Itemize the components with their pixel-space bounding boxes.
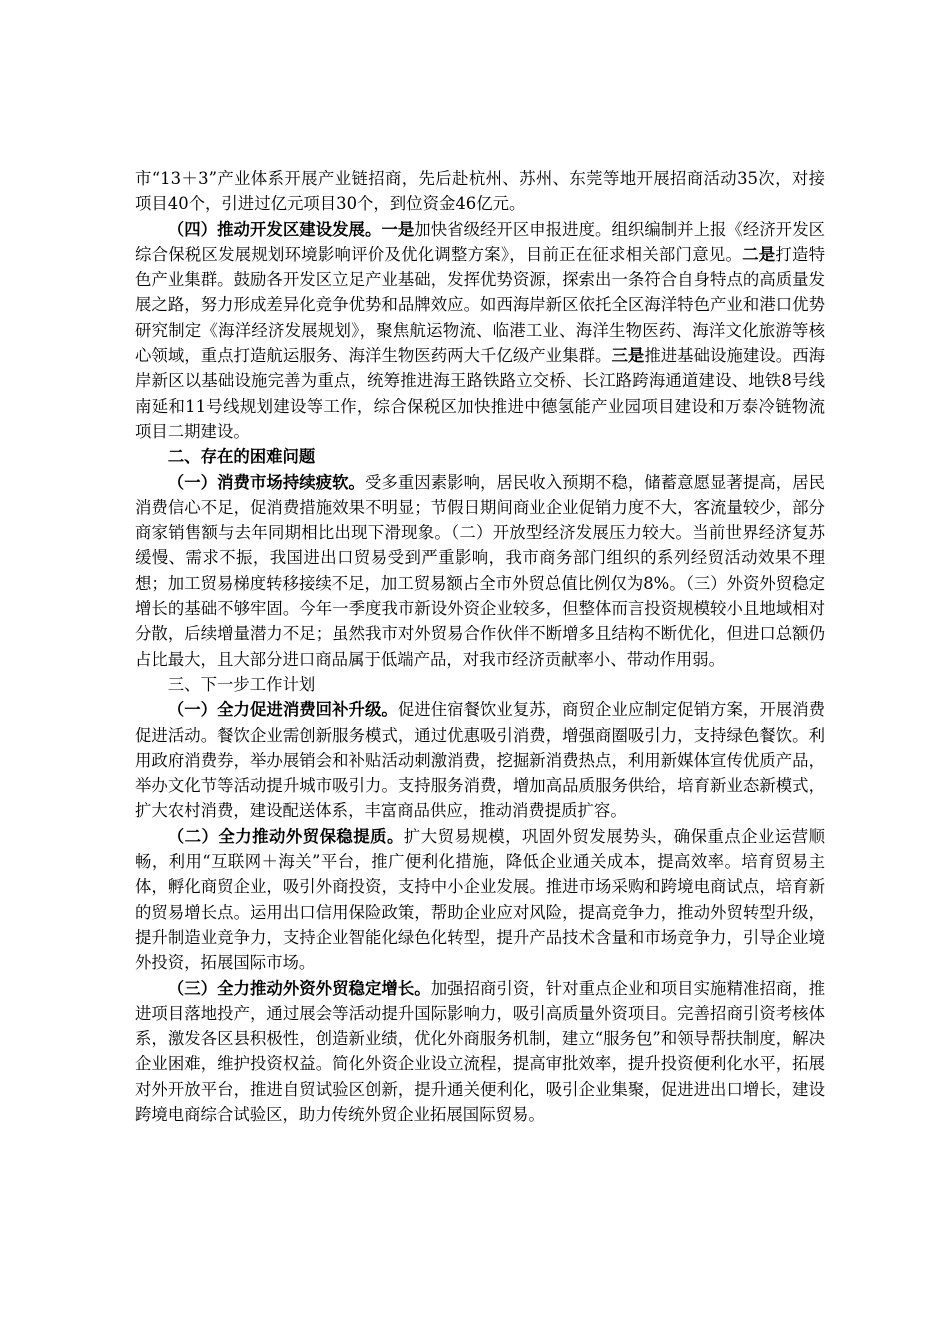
text-run: 扩大贸易规模，巩固外贸发展势头，确保重点企业运营顺畅，利用“互联网＋海关”平台，推广便利化措施，降低企业通关成本，提高效率。培育贸易主体，孵化商贸企业，吸引外商投资，支持中小企业发展。推进市场采购和跨境电商试点，培育新的贸易增长点。运用出口信用保险政策，帮助企业应对风险，提高竞争力，推动外贸转型升级，提升制造业竞争力，支持企业智能化绿色化转型，提升产品技术含量和市场竞争力，引导企业境外投资，拓展国际市场。 (135, 826, 826, 973)
body-paragraph (135, 217, 825, 445)
text-run: 加强招商引资，针对重点企业和项目实施精准招商，推进项目落地投产，通过展会等活动提升国际影响力，吸引高质量外资项目。完善招商引资考核体系，激发各区县积极性，创造新业绩，优化外商服务机制，建立“服务包”和领导帮扶制度，解决企业困难，维护投资权益。简化外资企业设立流程，提高审批效率，提升投资便利化水平，拓展对外开放平台，推进自贸试验区创新，提升通关便利化，吸引企业集聚，促进进出口增长，建设跨境电商综合试验区，助力传统外贸企业拓展国际贸易。 (135, 978, 826, 1124)
body-paragraph (135, 824, 825, 976)
text-run: 推进基础设施建设。西海岸新区以基础设施完善为重点，统筹推进海王路铁路立交桥、长江路跨海通道建设、地铁8号线南延和11号线规划建设等工作，综合保税区加快推进中德氢能产业园项目建设和万泰冷链物流项目二期建设。 (135, 346, 826, 441)
bold-text-run: （四）推动开发区建设发展。 (167, 219, 382, 239)
body-paragraph (135, 166, 825, 217)
bold-text-run: 二是 (742, 244, 776, 264)
section-heading (135, 444, 825, 469)
text-run: 市“13＋3”产业体系开展产业链招商，先后赴杭州、苏州、东莞等地开展招商活动35次，对接项目40个，引进过亿元项目30个，到位资金46亿元。 (135, 169, 825, 214)
text-run: 加快省级经开区申报进度。组织编制并上报《经济开发区综合保税区发展规划环境影响评价及优化调整方案》，目前正在征求相关部门意见。 (135, 219, 826, 264)
bold-text-run: 一是 (381, 219, 415, 239)
bold-text-run: （一）消费市场持续疲软。 (167, 472, 365, 492)
section-heading (135, 672, 825, 697)
body-paragraph (135, 697, 825, 823)
text-run: 促进住宿餐饮业复苏，商贸企业应制定促销方案，开展消费促进活动。餐饮企业需创新服务模式，通过优惠吸引消费，增强商圈吸引力，支持绿色餐饮。利用政府消费券，举办展销会和补贴活动刺激消费，挖掘新消费热点，利用新媒体宣传优质产品，举办文化节等活动提升城市吸引力。支持服务消费，增加高品质服务供给，培育新业态新模式，扩大农村消费，建设配送体系，丰富商品供应，推动消费提质扩容。 (135, 700, 826, 821)
text-run: 三、下一步工作计划 (167, 674, 316, 694)
bold-text-run: （二）全力推动外贸保稳提质。 (167, 826, 404, 846)
bold-text-run: 二、存在的困难问题 (167, 447, 316, 467)
bold-text-run: （三）全力推动外资外贸稳定增长。 (167, 978, 431, 998)
body-paragraph (135, 976, 825, 1128)
bold-text-run: （一）全力促进消费回补升级。 (167, 700, 398, 720)
body-paragraph (135, 470, 825, 672)
text-run: 打造特色产业集群。鼓励各开发区立足产业基础，发挥优势资源，探索出一条符合自身特点的高质量发展之路，努力形成差异化竞争优势和品牌效应。如西海岸新区依托全区海洋特色产业和港口优势研究制定《海洋经济发展规划》，聚焦航运物流、临港工业、海洋生物医药、海洋文化旅游等核心领域，重点打造航运服务、海洋生物医药两大千亿级产业集群。 (135, 244, 825, 366)
bold-text-run: 三是 (611, 346, 645, 366)
text-run: 受多重因素影响，居民收入预期不稳，储蓄意愿显著提高，居民消费信心不足，促消费措施效果不明显；节假日期间商业企业促销力度不大，客流量较少，部分商家销售额与去年同期相比出现下滑现象。（二）开放型经济发展压力较大。当前世界经济复苏缓慢、需求不振，我国进出口贸易受到严重影响，我市商务部门组织的系列经贸活动效果不理想；加工贸易梯度转移接续不足，加工贸易额占全市外贸总值比例仅为8%。（三）外资外贸稳定增长的基础不够牢固。今年一季度我市新设外资企业较多，但整体而言投资规模较小且地域相对分散，后续增量潜力不足；虽然我市对外贸易合作伙伴不断增多且结构不断优化，但进口总额仍占比最大，且大部分进口商品属于低端产品，对我市经济贡献率小、带动作用弱。 (135, 472, 826, 669)
document-page (135, 166, 825, 1127)
